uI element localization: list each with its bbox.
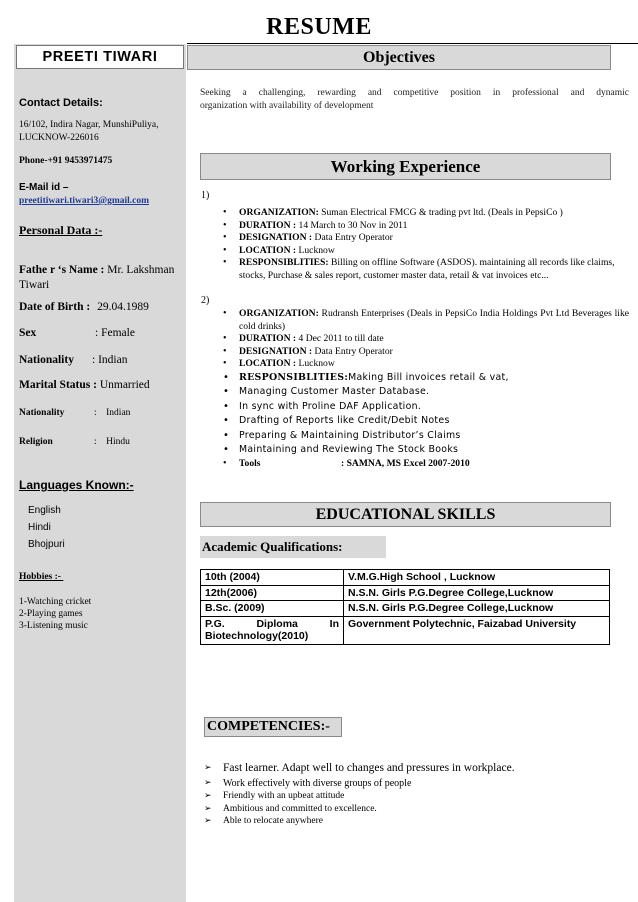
nationality-value: : Indian [92,354,128,366]
competencies-list [201,760,629,828]
sex-value: : Female [95,327,135,339]
nationality-row [19,353,127,367]
religion-value: : Hindu [94,437,130,447]
list-item: ➢ Work effectively with diverse groups of people [201,777,629,790]
nationality-2-row [19,407,130,420]
objectives-line-1: Seeking a challenging, rewarding and competitive position in professional and dynamic [200,88,629,98]
list-item: ➢ Fast learner. Adapt well to changes and pressures in workplace. [201,760,629,777]
list-item: • ORGANIZATION: Suman Electrical FMCG & trading pvt ltd. (Deals in PepsiCo ) [201,207,629,220]
dob-row [19,300,149,314]
hobby-item: 3-Listening music [19,621,88,631]
objectives-line-2: organization with availability of development [200,101,374,111]
list-item: • RESPONSIBLITIES:Making Bill invoices retail & vat, [201,371,629,386]
sidebar [14,44,186,902]
list-item: • In sync with Proline DAF Application. [201,400,629,415]
list-item: • LOCATION : Lucknow [201,358,629,371]
sex-label: Sex [19,327,37,339]
job-1-index: 1) [201,190,210,201]
course-cell: 10th (2004) [201,570,344,586]
sex-row [19,326,135,340]
language-item: Bhojpuri [28,539,65,550]
list-item: • DESIGNATION : Data Entry Operator [201,346,629,359]
academic-qualifications-header: Academic Qualifications: [200,536,386,558]
father-name-line-2: Tiwari [19,279,50,291]
father-label: Fathe r ‘s Name : [19,264,105,276]
address-line-1: 16/102, Indira Nagar, MunshiPuliya, [19,120,159,130]
email-link[interactable] [19,195,149,208]
email-address[interactable]: preetitiwari.tiwari3@gmail.com [19,196,150,206]
languages-label: Languages Known:- [19,478,134,492]
list-item: ➢ Able to relocate anywhere [201,815,629,828]
list-item: • Maintaining and Reviewing The Stock Books [201,443,629,458]
marital-value: Unmarried [96,379,150,391]
list-item: • Managing Customer Master Database. [201,385,629,400]
father-name [19,263,174,277]
title-rule [187,43,638,44]
institute-cell: N.S.N. Girls P.G.Degree College,Lucknow [344,585,610,601]
institute-cell: V.M.G.High School , Lucknow [344,570,610,586]
institute-cell: N.S.N. Girls P.G.Degree College,Lucknow [344,601,610,617]
religion-row [19,436,130,449]
languages-list [28,502,65,553]
table-row [201,616,610,644]
job-2-list [201,308,629,470]
table-row [201,601,610,617]
list-item: • Tools : SAMNA, MS Excel 2007-2010 [201,458,629,471]
nationality-2-label: Nationality [19,408,65,418]
job-2-index: 2) [201,295,210,306]
language-item: English [28,505,61,516]
address-line-2: LUCKNOW-226016 [19,133,99,143]
objectives-header: Objectives [187,45,611,70]
list-item: • LOCATION : Lucknow [201,245,629,258]
religion-label: Religion [19,437,53,447]
list-item: ➢ Ambitious and committed to excellence. [201,803,629,816]
course-cell: B.Sc. (2009) [201,601,344,617]
father-value: Mr. Lakshman [104,264,175,276]
list-item: • RESPONSIBLITIES: Billing on offline Software (ASDOS). maintaining all records like claims, stocks, Purchase & sales report, customer master data, retail & vat invoices etc... [201,257,629,282]
nationality-label: Nationality [19,354,74,366]
table-row [201,585,610,601]
phone-text: Phone-+91 9453971475 [19,156,113,166]
hobbies-label: Hobbies :- [19,572,64,582]
hobby-item: 1-Watching cricket [19,597,92,607]
job-1-list [201,207,629,282]
contact-label: Contact Details: [19,97,103,109]
nationality-2-value: : Indian [94,408,131,418]
list-item: • Preparing & Maintaining Distributor’s Claims [201,429,629,444]
personal-data-label: Personal Data :- [19,223,103,237]
list-item: • ORGANIZATION: Rudransh Enterprises (Deals in PepsiCo India Holdings Pvt Ltd Beverages like cold drinks) [201,308,629,333]
list-item: • DURATION : 14 March to 30 Nov in 2011 [201,220,629,233]
marital-label: Marital Status : [19,379,97,391]
institute-cell: Government Polytechnic, Faizabad University [344,616,610,644]
list-item: ➢ Friendly with an upbeat attitude [201,790,629,803]
working-experience-header: Working Experience [200,153,611,180]
language-item: Hindi [28,522,51,533]
course-cell: P.G. Diploma In Biotechnology(2010) [201,616,344,644]
hobbies-list [19,596,91,632]
dob-value: 29.04.1989 [97,301,149,313]
list-item: • DESIGNATION : Data Entry Operator [201,232,629,245]
marital-row [19,378,150,392]
educational-skills-header: EDUCATIONAL SKILLS [200,502,611,527]
list-item: • DURATION : 4 Dec 2011 to till date [201,333,629,346]
phone [19,155,112,168]
candidate-name: PREETI TIWARI [16,45,184,69]
email-label: E-Mail id – [19,182,69,193]
qualifications-table [200,569,610,645]
hobby-item: 2-Playing games [19,609,83,619]
course-cell: 12th(2006) [201,585,344,601]
dob-label: Date of Birth : [19,301,91,313]
resume-title: RESUME [266,14,372,40]
list-item: • Drafting of Reports like Credit/Debit Notes [201,414,629,429]
competencies-header: COMPETENCIES:- [204,717,342,737]
table-row [201,570,610,586]
